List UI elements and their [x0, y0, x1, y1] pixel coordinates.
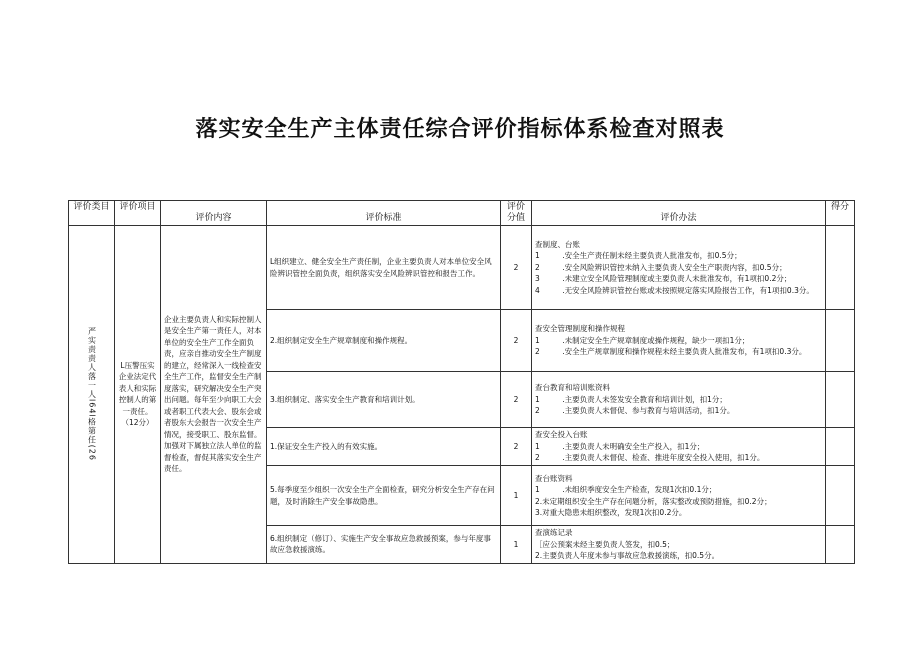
deduct-cell: [826, 526, 855, 564]
method-line: 查台教育和培训账资料: [535, 383, 610, 393]
method-cell: [532, 310, 826, 372]
standard-cell: 6.组织制定（修订）、实施生产安全事故应急救援预案，参与年度事故应急救援演练。: [267, 526, 501, 564]
header-category: 评价类目: [69, 201, 115, 226]
deduct-cell: [826, 428, 855, 466]
standard-cell: 5.每季度至少组织一次安全生产全面检查，研究分析安全生产存在问题，及时消除生产安全事故隐患。: [267, 466, 501, 526]
method-line: 4 .无安全风险辨识管控台账或未按照规定落实风险报告工作，有1项扣0.3分。: [535, 285, 814, 295]
table-row: [69, 226, 855, 310]
evaluation-table: [68, 200, 855, 564]
category-text: 严实责责人落一人l64l格第任(26: [87, 327, 97, 462]
method-line: 2.主要负责人年度未参与事故应急救援演练，扣0.5分。: [535, 551, 720, 560]
page-title: 落实安全生产主体责任综合评价指标体系检查对照表: [195, 117, 725, 142]
method-line: 2 .安全风险辨识管控未纳入主要负责人安全生产职责内容，扣0.5分；: [535, 262, 787, 272]
method-line: 1 .未制定安全生产规章制度或操作规程，缺少一项扣1分；: [535, 335, 750, 345]
deduct-cell: [826, 310, 855, 372]
deduct-cell: [826, 466, 855, 526]
deduct-cell: [826, 372, 855, 428]
method-cell: [532, 226, 826, 310]
category-cell: [69, 226, 115, 564]
standard-cell: 1.保证安全生产投入的有效实施。: [267, 428, 501, 466]
standard-cell: 2.组织制定安全生产规章制度和操作规程。: [267, 310, 501, 372]
header-standard: 评价标准: [267, 201, 501, 226]
method-cell: [532, 428, 826, 466]
method-line: 3.对重大隐患未组织整改，发现1次扣0.2分。: [535, 508, 687, 517]
item-cell: L压警压实企业法定代表人和实际控制人的第一责任。（12分）: [115, 226, 161, 564]
score-cell: 2: [501, 226, 532, 310]
method-line: 查台账资料: [535, 473, 573, 483]
method-line: 查安全管理制度和操作规程: [535, 324, 625, 334]
method-line: 2 .安全生产规章制度和操作规程未经主要负责人批准发布，有1项扣0.3分。: [535, 347, 807, 357]
score-cell: 2: [501, 372, 532, 428]
header-method: 评价办法: [532, 201, 826, 226]
header-deduct: 得分: [826, 201, 855, 226]
method-line: 2 .主要负责人未督促、检查、推进年度安全投入使用，扣1分。: [535, 453, 765, 463]
header-item: 评价项目: [115, 201, 161, 226]
method-line: ［应公预案未经主要负责人签发，扣0.5；: [535, 539, 675, 549]
deduct-cell: [826, 226, 855, 310]
header-score: 评价分值: [501, 201, 532, 226]
header-content: 评价内容: [161, 201, 267, 226]
method-cell: [532, 526, 826, 564]
method-line: 3 .未建立安全风险管理制度或主要负责人未批准发布，有1项扣0.2分；: [535, 274, 792, 284]
method-line: 1 .主要负责人未明确安全生产投入，扣1分；: [535, 441, 705, 451]
method-line: 1 .未组织季度安全生产检查，发现1次扣0.1分；: [535, 485, 717, 494]
method-line: 查安全投入台账: [535, 430, 588, 440]
method-line: 查演练记录: [535, 528, 573, 537]
score-cell: 2: [501, 310, 532, 372]
header-row: [69, 201, 855, 226]
score-cell: 1: [501, 466, 532, 526]
standard-cell: 3.组织制定、落实安全生产教育和培训计划。: [267, 372, 501, 428]
method-cell: [532, 466, 826, 526]
content-cell: 企业主要负责人和实际控制人是安全生产第一责任人，对本单位的安全生产工作全面负责，应亲自推动安全生产制度的建立，经常深入一线检查安全生产工作，监督安全生产制度落实，研究解决安全生产突出问题。每年至少向职工大会或者职工代表大会、股东会或者股东大会报告一次安全生产情况，接受职工、股东监督。加强对下属独立法人单位的监督检查，督促其落实安全生产责任。: [161, 226, 267, 564]
method-line: 2 .主要负责人未督促、参与教育与培训活动，扣1分。: [535, 406, 735, 416]
method-line: 1 .主要负责人未签发安全教育和培训计划，扣1分；: [535, 394, 727, 404]
method-line: 查制度、台账: [535, 239, 580, 249]
standard-cell: L组织建立、健全安全生产责任制，企业主要负责人对本单位安全风险辨识管控全面负责，组织落实安全风险辨识管控和报告工作。: [267, 226, 501, 310]
score-cell: 1: [501, 526, 532, 564]
method-line: 1 .安全生产责任制未经主要负责人批准发布，扣0.5分；: [535, 251, 742, 261]
method-line: 2.未定期组织安全生产存在问题分析，落实整改或预防措施，扣0.2分；: [535, 496, 772, 506]
method-cell: [532, 372, 826, 428]
score-cell: 2: [501, 428, 532, 466]
